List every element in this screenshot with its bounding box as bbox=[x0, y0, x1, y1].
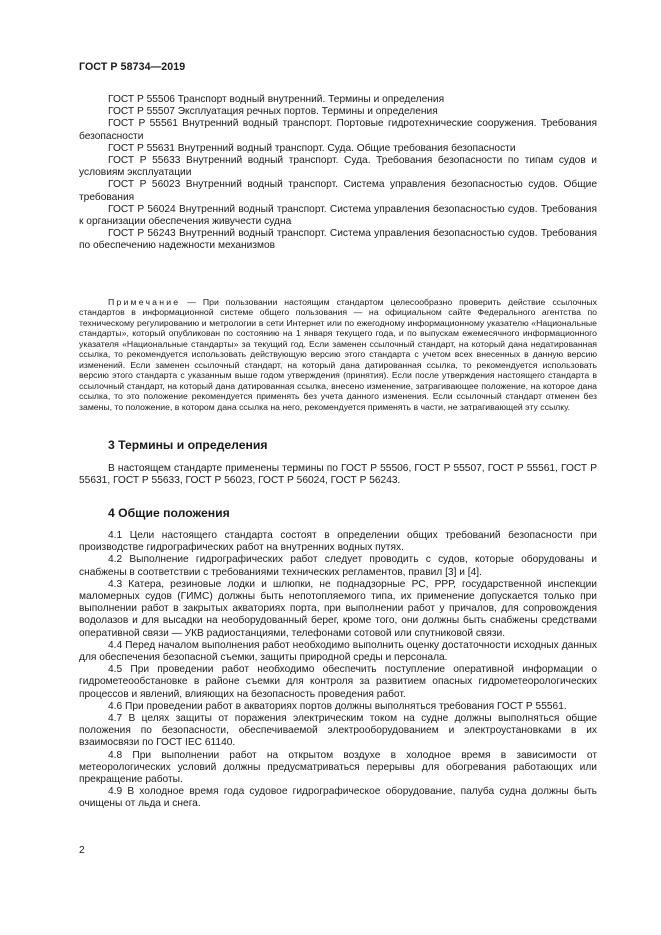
normative-references-list bbox=[79, 94, 597, 253]
document-code-header: ГОСТ Р 58734—2019 bbox=[79, 61, 186, 73]
note-label: Примечание bbox=[108, 297, 181, 307]
reference-item: ГОСТ Р 55631 Внутренний водный транспорт. Суда. Общие требования безопасности bbox=[108, 142, 516, 154]
section-3-heading: 3 Термины и определения bbox=[108, 438, 268, 452]
reference-item: ГОСТ Р 56023 Внутренний водный транспорт. Система управления безопасностью судов. Общие требования bbox=[79, 179, 597, 203]
reference-item: ГОСТ Р 55633 Внутренний водный транспорт. Суда. Требования безопасности по типам судов и условиям эксплуатации bbox=[79, 155, 597, 179]
reference-item: ГОСТ Р 55506 Транспорт водный внутренний. Термины и определения bbox=[108, 94, 445, 105]
reference-item: ГОСТ Р 55561 Внутренний водный транспорт. Портовые гидротехнические сооружения. Требования безопасности bbox=[79, 118, 597, 142]
reference-item: ГОСТ Р 56024 Внутренний водный транспорт. Система управления безопасностью судов. Требования к организации обеспечения живучести судна bbox=[79, 203, 597, 228]
references-note bbox=[79, 297, 597, 412]
clause-4-4: 4.4 Перед началом выполнения работ необходимо выполнить оценку достаточности исходных данных для обеспечения безопасной съемки, защиты природной среды и персонала. bbox=[79, 639, 597, 664]
reference-item: ГОСТ Р 56243 Внутренний водный транспорт. Система управления безопасностью судов. Требования по обеспечению надежности механизмов bbox=[79, 228, 597, 252]
clause-4-9: 4.9 В холодное время года судовое гидрографическое оборудование, палуба судна должны быть очищены от льда и снега. bbox=[79, 786, 597, 810]
page-number: 2 bbox=[79, 845, 85, 856]
note-text: — При пользовании настоящим стандартом целесообразно проверить действие ссылочных стандартов в информационной системе общего пользования — на официальном сайте Федерального агентства по техническому регулированию и метрологии в сети Интернет или по ежегодному информационному указателю «Национальные стандарты», который опубликован по состоянию на 1 января текущего года, и по выпускам ежемесячного информационного указателя «Национальные стандарты» за текущий год. Если заменен ссылочный стандарт, на который дана недатированная ссылка, то рекомендуется использовать действующую версию этого стандарта с учетом всех внесенных в данную версию изменений. Если заменен ссылочный стандарт, на который дана датированная ссылка, то рекомендуется использовать версию этого стандарта с указанным выше годом утверждения (принятия). Если после утверждения настоящего стандарта в ссылочный стандарт, на который дана датированная ссылка, внесено изменение, затрагивающее положение, на которое дана ссылка, то это положение рекомендуется применять без учета данного изменения. Если ссылочный стандарт отменен без замены, то положение, в котором дана ссылка на него, рекомендуется применять в части, не затрагивающей эту ссылку. bbox=[79, 297, 597, 412]
section-3-text: В настоящем стандарте применены термины по ГОСТ Р 55506, ГОСТ Р 55507, ГОСТ Р 55561, ГОСТ Р 55631, ГОСТ Р 55633, ГОСТ Р 56023, ГОСТ Р 56024, ГОСТ Р 56243. bbox=[79, 463, 597, 487]
clause-4-1: 4.1 Цели настоящего стандарта состоят в определении общих требований безопасности при производстве гидрографических работ на внутренних водных путях. bbox=[79, 530, 597, 554]
section-4-heading: 4 Общие положения bbox=[108, 506, 230, 520]
clause-4-6: 4.6 При проведении работ в акваториях портов должны выполняться требования ГОСТ Р 55561. bbox=[108, 700, 567, 712]
clause-4-2: 4.2 Выполнение гидрографических работ следует проводить с судов, которые оборудованы и снабжены в соответствии с требованиями технических регламентов, правил [3] и [4]. bbox=[79, 554, 597, 578]
reference-item: ГОСТ Р 55507 Эксплуатация речных портов. Термины и определения bbox=[108, 106, 438, 118]
clause-4-8: 4.8 При выполнении работ на открытом воздухе в холодное время в зависимости от метеорологических условий должны предусматриваться перерывы для обогревания работающих или прекращение работы. bbox=[79, 749, 597, 786]
section-4-body bbox=[79, 530, 597, 811]
section-3-body bbox=[79, 463, 597, 487]
clause-4-3: 4.3 Катера, резиновые лодки и шлюпки, не поднадзорные РС, РРР, государственной инспекции маломерных судов (ГИМС) должны быть непотопляемого типа, их применение допускается только при выполнении работ в закрытых акваториях порта, при выполнении работ у причалов, для сопровождения водолазов и для высадки на необорудованный берег, кроме того, они должны быть снабжены средствами оперативной связи — УКВ радиостанциями, телефонами сотовой или спутниковой связи. bbox=[79, 578, 597, 639]
clause-4-7: 4.7 В целях защиты от поражения электрическим током на судне должны выполняться общие положения по безопасности, обеспечиваемой электрооборудованием и электроустановками в их взаимосвязи по ГОСТ IEC 61140. bbox=[79, 713, 597, 749]
clause-4-5: 4.5 При проведении работ необходимо обеспечить поступление оперативной информации о гидрометеообстановке в районе съемки для контроля за развитием опасных гидрометеорологических процессов и явлений, влияющих на безопасность проведения работ. bbox=[79, 664, 597, 700]
